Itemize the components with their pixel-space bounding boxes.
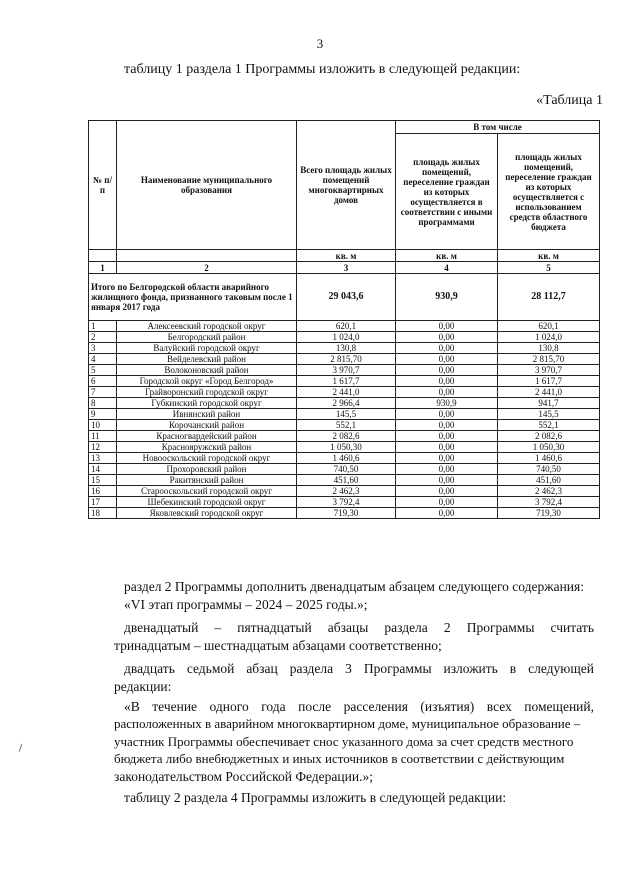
paragraph-5a: «В течение одного года после расселения (изъятия) всех помещений, bbox=[124, 698, 594, 714]
row-total: 145,5 bbox=[297, 409, 396, 420]
row-number: 9 bbox=[89, 409, 117, 420]
row-number: 13 bbox=[89, 453, 117, 464]
row-number: 6 bbox=[89, 376, 117, 387]
paragraph-5d: бюджета либо внебюджетных и иных источников в соответствии с действующим bbox=[114, 751, 565, 767]
row-total: 620,1 bbox=[297, 321, 396, 332]
paragraph-5c: участник Программы обеспечивает снос указанного дома за счет средств местного bbox=[114, 733, 574, 749]
scan-mark bbox=[19, 744, 25, 753]
row-other: 0,00 bbox=[396, 365, 498, 376]
header-name: Наименование муниципального образования bbox=[117, 121, 297, 250]
table-row bbox=[89, 431, 600, 442]
row-other: 0,00 bbox=[396, 420, 498, 431]
table-row bbox=[89, 354, 600, 365]
header-regional-budget: площадь жилых помещений, переселение граждан из которых осуществляется с использованием средств областного бюджета bbox=[498, 134, 600, 250]
row-total: 1 050,30 bbox=[297, 442, 396, 453]
row-number: 2 bbox=[89, 332, 117, 343]
table-row bbox=[89, 442, 600, 453]
row-regional: 3 970,7 bbox=[498, 365, 600, 376]
row-municipality: Краснояружский район bbox=[117, 442, 297, 453]
row-regional: 941,7 bbox=[498, 398, 600, 409]
row-number: 15 bbox=[89, 475, 117, 486]
row-number: 1 bbox=[89, 321, 117, 332]
row-regional: 552,1 bbox=[498, 420, 600, 431]
paragraph-5e: законодательством Российской Федерации.»; bbox=[114, 768, 373, 784]
row-total: 2 462,3 bbox=[297, 486, 396, 497]
row-total: 1 617,7 bbox=[297, 376, 396, 387]
total-other: 930,9 bbox=[396, 274, 498, 321]
row-municipality: Старооскольский городской округ bbox=[117, 486, 297, 497]
row-total: 1 024,0 bbox=[297, 332, 396, 343]
col-number: 2 bbox=[117, 262, 297, 274]
row-number: 8 bbox=[89, 398, 117, 409]
row-regional: 1 460,6 bbox=[498, 453, 600, 464]
table-row bbox=[89, 464, 600, 475]
row-number: 4 bbox=[89, 354, 117, 365]
row-other: 0,00 bbox=[396, 464, 498, 475]
paragraph-2: «VI этап программы – 2024 – 2025 годы.»; bbox=[124, 596, 368, 612]
unit-cell: кв. м bbox=[297, 250, 396, 262]
row-other: 0,00 bbox=[396, 453, 498, 464]
header-total: Всего площадь жилых помещений многоквартирных домов bbox=[297, 121, 396, 250]
row-municipality: Корочанский район bbox=[117, 420, 297, 431]
row-municipality: Красногвардейский район bbox=[117, 431, 297, 442]
row-municipality: Ивнянский район bbox=[117, 409, 297, 420]
paragraph-6: таблицу 2 раздела 4 Программы изложить в следующей редакции: bbox=[124, 789, 507, 805]
row-other: 0,00 bbox=[396, 332, 498, 343]
row-other: 930,9 bbox=[396, 398, 498, 409]
row-other: 0,00 bbox=[396, 508, 498, 519]
row-regional: 2 815,70 bbox=[498, 354, 600, 365]
row-regional: 130,8 bbox=[498, 343, 600, 354]
table-row bbox=[89, 387, 600, 398]
row-municipality: Прохоровский район bbox=[117, 464, 297, 475]
col-number: 1 bbox=[89, 262, 117, 274]
row-other: 0,00 bbox=[396, 486, 498, 497]
table-row bbox=[89, 409, 600, 420]
row-other: 0,00 bbox=[396, 376, 498, 387]
row-total: 2 815,70 bbox=[297, 354, 396, 365]
row-municipality: Новооскольский городской округ bbox=[117, 453, 297, 464]
total-regional: 28 112,7 bbox=[498, 274, 600, 321]
table-row bbox=[89, 376, 600, 387]
row-total: 740,50 bbox=[297, 464, 396, 475]
row-municipality: Вейделевский район bbox=[117, 354, 297, 365]
paragraph-3a: двенадцатый – пятнадцатый абзацы раздела 2 Программы считать bbox=[124, 620, 594, 636]
row-municipality: Шебекинский городской округ bbox=[117, 497, 297, 508]
row-regional: 3 792,4 bbox=[498, 497, 600, 508]
table-row bbox=[89, 365, 600, 376]
row-regional: 451,60 bbox=[498, 475, 600, 486]
table-row bbox=[89, 398, 600, 409]
row-municipality: Валуйский городской округ bbox=[117, 343, 297, 354]
row-total: 2 441,0 bbox=[297, 387, 396, 398]
total-area: 29 043,6 bbox=[297, 274, 396, 321]
row-other: 0,00 bbox=[396, 431, 498, 442]
housing-table bbox=[88, 120, 600, 519]
table-row bbox=[89, 486, 600, 497]
row-total: 130,8 bbox=[297, 343, 396, 354]
row-municipality: Губкинский городской округ bbox=[117, 398, 297, 409]
paragraph-4b: редакции: bbox=[114, 678, 172, 694]
paragraph-3b: тринадцатым – шестнадцатым абзацами соответственно; bbox=[114, 637, 442, 653]
table-caption: «Таблица 1 bbox=[536, 93, 603, 108]
row-regional: 2 462,3 bbox=[498, 486, 600, 497]
row-other: 0,00 bbox=[396, 321, 498, 332]
row-number: 3 bbox=[89, 343, 117, 354]
row-total: 2 082,6 bbox=[297, 431, 396, 442]
row-regional: 1 617,7 bbox=[498, 376, 600, 387]
row-regional: 620,1 bbox=[498, 321, 600, 332]
row-regional: 2 441,0 bbox=[498, 387, 600, 398]
row-regional: 1 050,30 bbox=[498, 442, 600, 453]
row-municipality: Алексеевский городской округ bbox=[117, 321, 297, 332]
row-municipality: Городской округ «Город Белгород» bbox=[117, 376, 297, 387]
total-label: Итого по Белгородской области аварийного жилищного фонда, признанного таковым после 1 января 2017 года bbox=[89, 274, 297, 321]
row-regional: 1 024,0 bbox=[498, 332, 600, 343]
header-num: № п/п bbox=[89, 121, 117, 250]
table-row bbox=[89, 332, 600, 343]
row-other: 0,00 bbox=[396, 343, 498, 354]
row-total: 3 792,4 bbox=[297, 497, 396, 508]
col-number: 5 bbox=[498, 262, 600, 274]
row-regional: 740,50 bbox=[498, 464, 600, 475]
row-regional: 145,5 bbox=[498, 409, 600, 420]
table-row bbox=[89, 453, 600, 464]
row-other: 0,00 bbox=[396, 387, 498, 398]
row-municipality: Яковлевский городской округ bbox=[117, 508, 297, 519]
row-number: 10 bbox=[89, 420, 117, 431]
paragraph-4a: двадцать седьмой абзац раздела 3 Программы изложить в следующей bbox=[124, 661, 594, 677]
row-number: 16 bbox=[89, 486, 117, 497]
row-municipality: Грайворонский городской округ bbox=[117, 387, 297, 398]
header-including: В том числе bbox=[396, 121, 600, 134]
unit-cell: кв. м bbox=[498, 250, 600, 262]
text-block bbox=[114, 578, 594, 806]
page-number: 3 bbox=[316, 36, 324, 51]
total-row bbox=[89, 274, 600, 321]
row-total: 552,1 bbox=[297, 420, 396, 431]
row-municipality: Волоконовский район bbox=[117, 365, 297, 376]
row-regional: 719,30 bbox=[498, 508, 600, 519]
table-row bbox=[89, 420, 600, 431]
table-row bbox=[89, 475, 600, 486]
table-row bbox=[89, 321, 600, 332]
col-number: 4 bbox=[396, 262, 498, 274]
row-total: 3 970,7 bbox=[297, 365, 396, 376]
row-number: 14 bbox=[89, 464, 117, 475]
header-other-programs: площадь жилых помещений, переселение граждан из которых осуществляется в соответствии с иными программами bbox=[396, 134, 498, 250]
paragraph-5b: расположенных в аварийном многоквартирном доме, муниципальное образование – bbox=[114, 716, 581, 732]
unit-cell: кв. м bbox=[396, 250, 498, 262]
intro-text: таблицу 1 раздела 1 Программы изложить в следующей редакции: bbox=[124, 62, 521, 77]
row-regional: 2 082,6 bbox=[498, 431, 600, 442]
table-row bbox=[89, 497, 600, 508]
row-municipality: Ракитянский район bbox=[117, 475, 297, 486]
row-total: 1 460,6 bbox=[297, 453, 396, 464]
row-number: 5 bbox=[89, 365, 117, 376]
row-number: 11 bbox=[89, 431, 117, 442]
paragraph-1: раздел 2 Программы дополнить двенадцатым абзацем следующего содержания: bbox=[124, 579, 584, 594]
row-number: 7 bbox=[89, 387, 117, 398]
row-total: 451,60 bbox=[297, 475, 396, 486]
row-total: 719,30 bbox=[297, 508, 396, 519]
table-row bbox=[89, 508, 600, 519]
row-other: 0,00 bbox=[396, 497, 498, 508]
row-number: 17 bbox=[89, 497, 117, 508]
row-other: 0,00 bbox=[396, 442, 498, 453]
row-total: 2 966,4 bbox=[297, 398, 396, 409]
row-other: 0,00 bbox=[396, 354, 498, 365]
table-row bbox=[89, 343, 600, 354]
col-number: 3 bbox=[297, 262, 396, 274]
row-other: 0,00 bbox=[396, 409, 498, 420]
row-other: 0,00 bbox=[396, 475, 498, 486]
row-number: 18 bbox=[89, 508, 117, 519]
row-number: 12 bbox=[89, 442, 117, 453]
row-municipality: Белгородский район bbox=[117, 332, 297, 343]
